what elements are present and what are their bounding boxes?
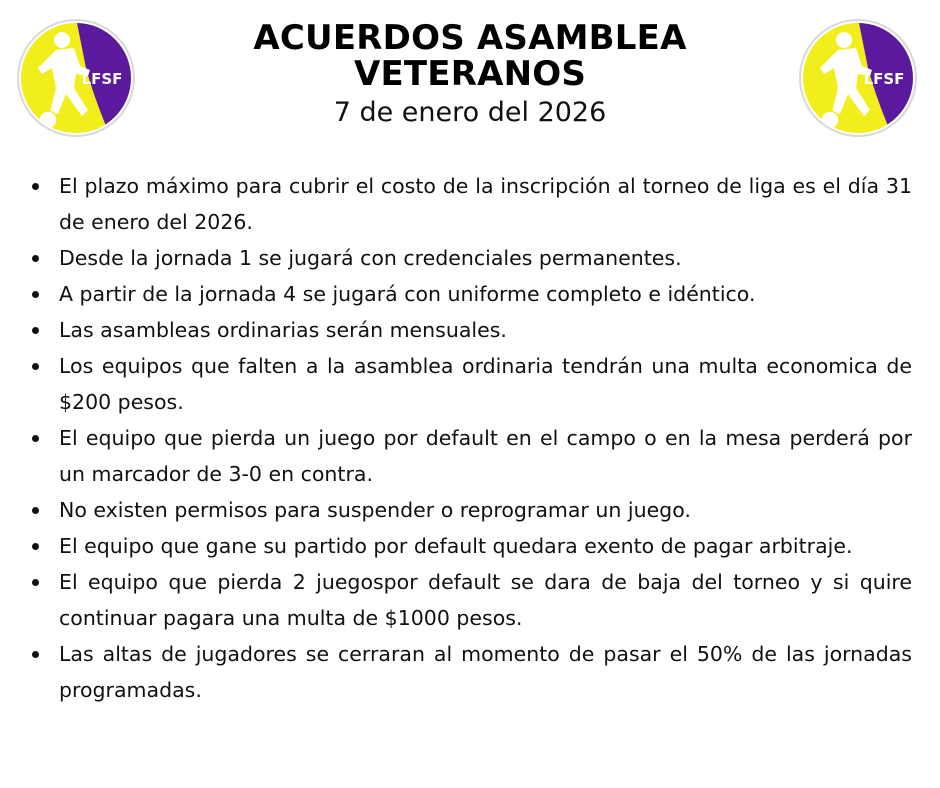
agreement-item <box>28 240 912 276</box>
agreement-text: Las asambleas ordinarias serán mensuales. <box>59 318 507 342</box>
agreement-text: Desde la jornada 1 se jugará con credenciales permanentes. <box>59 246 682 270</box>
agreements-list <box>28 168 912 708</box>
agreement-text: Las altas de jugadores se cerraran al momento de pasar el 50% de las jornadas programadas. <box>59 642 912 702</box>
agreement-text: No existen permisos para suspender o reprogramar un juego. <box>59 498 691 522</box>
agreement-text: A partir de la jornada 4 se jugará con uniforme completo e idéntico. <box>59 282 756 306</box>
bullet-icon <box>32 291 39 298</box>
agreement-item <box>28 312 912 348</box>
logo-text: LFSF <box>81 70 123 88</box>
agreement-text: El equipo que gane su partido por default quedara exento de pagar arbitraje. <box>59 534 853 558</box>
soccer-player-icon <box>798 18 918 138</box>
bullet-icon <box>32 327 39 334</box>
agreement-item <box>28 636 912 708</box>
agreement-text: El equipo que pierda un juego por default en el campo o en la mesa perderá por un marcador de 3-0 en contra. <box>59 426 912 486</box>
agreement-item <box>28 168 912 240</box>
title-line-1: ACUERDOS ASAMBLEA <box>253 18 687 58</box>
lfsf-logo-left <box>16 18 136 138</box>
agreement-item <box>28 348 912 420</box>
bullet-icon <box>32 255 39 262</box>
agreement-item <box>28 276 912 312</box>
bullet-icon <box>32 579 39 586</box>
lfsf-logo-right <box>798 18 918 138</box>
bullet-icon <box>32 363 39 370</box>
bullet-icon <box>32 183 39 190</box>
agreement-item <box>28 492 912 528</box>
agreement-text: Los equipos que falten a la asamblea ordinaria tendrán una multa economica de $200 pesos. <box>59 354 912 414</box>
agreement-item <box>28 564 912 636</box>
agreement-text: El equipo que pierda 2 juegospor default se dara de baja del torneo y si quire continuar pagara una multa de $1000 pesos. <box>59 570 912 630</box>
logo-text: LFSF <box>863 70 905 88</box>
agreement-item <box>28 420 912 492</box>
agreement-text: El plazo máximo para cubrir el costo de la inscripción al torneo de liga es el día 31 de enero del 2026. <box>59 174 912 234</box>
title-line-2: VETERANOS <box>353 54 587 94</box>
page-header <box>150 20 790 130</box>
bullet-icon <box>32 543 39 550</box>
agreement-item <box>28 528 912 564</box>
meeting-date: 7 de enero del 2026 <box>333 97 607 128</box>
bullet-icon <box>32 435 39 442</box>
bullet-icon <box>32 507 39 514</box>
bullet-icon <box>32 651 39 658</box>
soccer-player-icon <box>16 18 136 138</box>
